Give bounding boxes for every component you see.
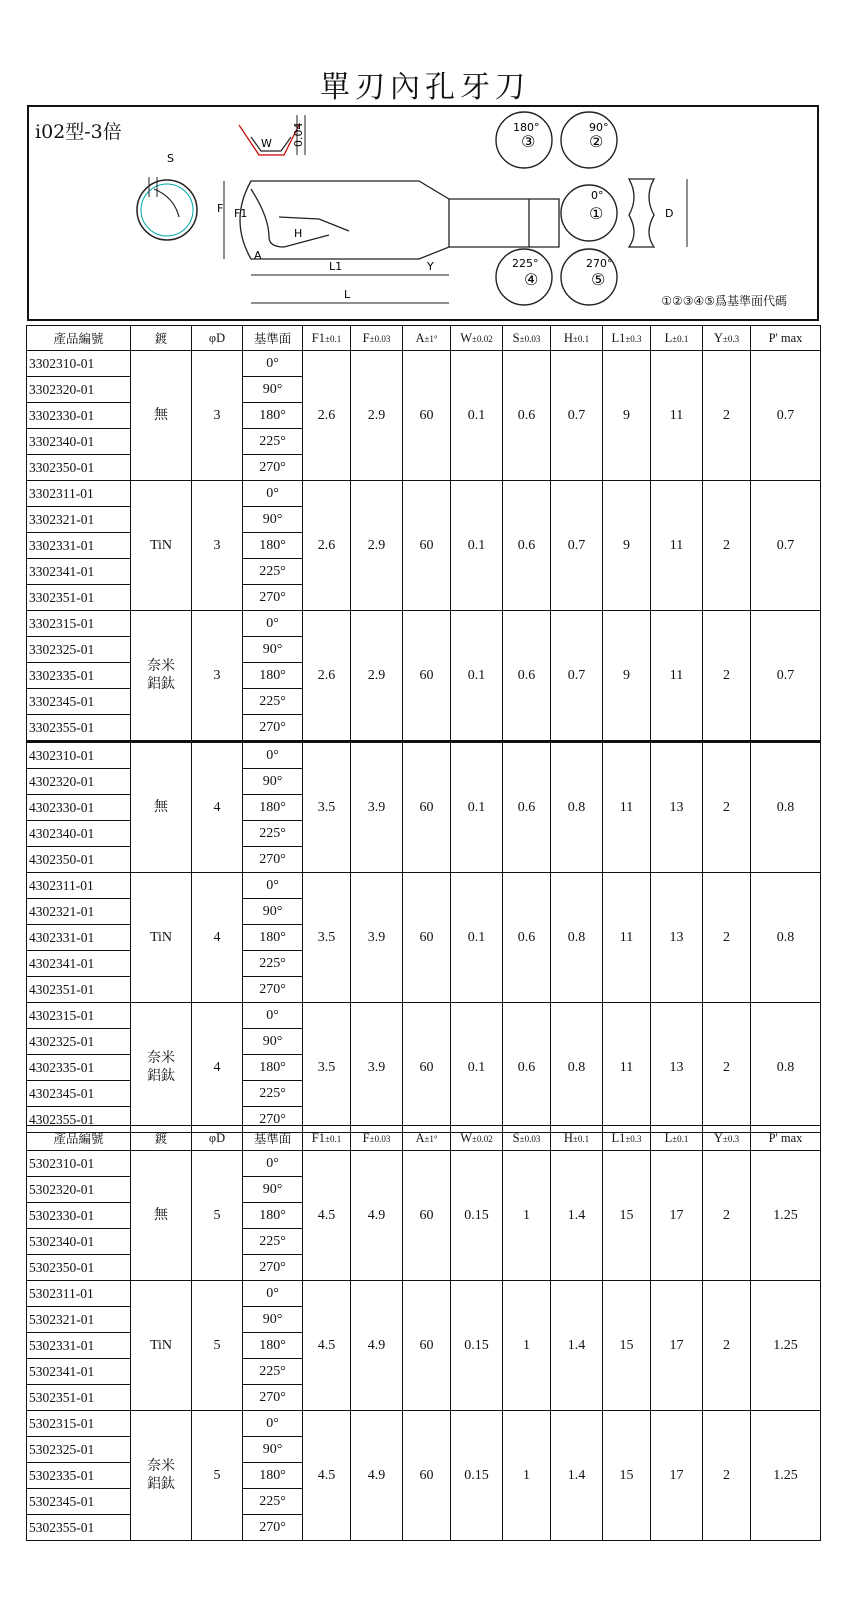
product-code: 3302311-01 xyxy=(27,481,131,507)
orientation-circle-1 xyxy=(561,185,617,241)
column-header: S±0.03 xyxy=(503,1126,551,1151)
spec-l-cell: 13 xyxy=(651,873,703,1003)
spec-y-cell: 2 xyxy=(703,1151,751,1281)
reference-face-cell: 225° xyxy=(243,1359,303,1385)
coating-cell: 奈米 鋁鈦 xyxy=(131,1003,192,1133)
spec-l1-cell: 15 xyxy=(603,1281,651,1411)
header-row xyxy=(27,1126,821,1151)
tool-drawing xyxy=(29,107,821,323)
spec-f-cell: 3.9 xyxy=(351,742,403,873)
product-code: 4302335-01 xyxy=(27,1055,131,1081)
table-row xyxy=(27,1151,821,1177)
reference-face-cell: 0° xyxy=(243,742,303,769)
product-code: 3302350-01 xyxy=(27,455,131,481)
spec-l1-cell: 15 xyxy=(603,1151,651,1281)
spec-w-cell: 0.15 xyxy=(451,1411,503,1541)
reference-face-cell: 225° xyxy=(243,559,303,585)
column-header: L±0.1 xyxy=(651,326,703,351)
spec-f-cell: 4.9 xyxy=(351,1281,403,1411)
spec-f-cell: 4.9 xyxy=(351,1411,403,1541)
product-code: 3302315-01 xyxy=(27,611,131,637)
spec-w-cell: 0.1 xyxy=(451,1003,503,1133)
product-code: 4302351-01 xyxy=(27,977,131,1003)
spec-l-cell: 13 xyxy=(651,742,703,873)
spec-l-cell: 11 xyxy=(651,351,703,481)
reference-face-cell: 225° xyxy=(243,821,303,847)
spec-l-cell: 11 xyxy=(651,611,703,742)
reference-face-cell: 180° xyxy=(243,925,303,951)
column-header: F1±0.1 xyxy=(303,326,351,351)
spec-s-cell: 0.6 xyxy=(503,1003,551,1133)
product-code: 4302355-01 xyxy=(27,1107,131,1133)
spec-a-cell: 60 xyxy=(403,351,451,481)
product-code: 5302350-01 xyxy=(27,1255,131,1281)
reference-face-cell: 180° xyxy=(243,1463,303,1489)
column-header: H±0.1 xyxy=(551,326,603,351)
spec-a-cell: 60 xyxy=(403,1003,451,1133)
product-code: 5302315-01 xyxy=(27,1411,131,1437)
reference-face-cell: 90° xyxy=(243,637,303,663)
spec-w-cell: 0.1 xyxy=(451,481,503,611)
spec-l-cell: 11 xyxy=(651,481,703,611)
reference-face-cell: 225° xyxy=(243,689,303,715)
column-header: F±0.03 xyxy=(351,1126,403,1151)
spec-l1-cell: 11 xyxy=(603,742,651,873)
reference-face-cell: 225° xyxy=(243,1229,303,1255)
spec-h-cell: 0.8 xyxy=(551,742,603,873)
table-row xyxy=(27,1003,821,1029)
product-code: 4302345-01 xyxy=(27,1081,131,1107)
spec-p-cell: 0.7 xyxy=(751,351,821,481)
reference-face-cell: 180° xyxy=(243,403,303,429)
reference-face-cell: 225° xyxy=(243,429,303,455)
column-header: P' max xyxy=(751,1126,821,1151)
label-f1: F1 xyxy=(234,207,248,220)
spec-s-cell: 1 xyxy=(503,1411,551,1541)
product-code: 3302345-01 xyxy=(27,689,131,715)
product-code: 3302325-01 xyxy=(27,637,131,663)
spec-p-cell: 0.8 xyxy=(751,873,821,1003)
product-code: 5302335-01 xyxy=(27,1463,131,1489)
reference-face-cell: 270° xyxy=(243,1515,303,1541)
reference-face-cell: 180° xyxy=(243,1333,303,1359)
spec-h-cell: 0.7 xyxy=(551,481,603,611)
product-code: 4302310-01 xyxy=(27,742,131,769)
column-header: Y±0.3 xyxy=(703,326,751,351)
column-header: H±0.1 xyxy=(551,1126,603,1151)
spec-a-cell: 60 xyxy=(403,611,451,742)
page-title: 單刃內孔牙刀 xyxy=(320,70,530,105)
column-header: P' max xyxy=(751,326,821,351)
diameter-cell: 3 xyxy=(192,351,243,481)
column-header: φD xyxy=(192,1126,243,1151)
spec-w-cell: 0.15 xyxy=(451,1151,503,1281)
svg-text:⑤: ⑤ xyxy=(591,270,606,289)
spec-l1-cell: 9 xyxy=(603,481,651,611)
reference-face-cell: 90° xyxy=(243,899,303,925)
product-code: 3302335-01 xyxy=(27,663,131,689)
spec-l1-cell: 11 xyxy=(603,873,651,1003)
diameter-cell: 3 xyxy=(192,611,243,742)
coating-cell: TiN xyxy=(131,481,192,611)
table-row xyxy=(27,742,821,769)
coating-cell: 奈米 鋁鈦 xyxy=(131,1411,192,1541)
product-code: 5302320-01 xyxy=(27,1177,131,1203)
spec-f1-cell: 4.5 xyxy=(303,1411,351,1541)
reference-face-cell: 90° xyxy=(243,769,303,795)
product-code: 5302340-01 xyxy=(27,1229,131,1255)
spec-f1-cell: 4.5 xyxy=(303,1151,351,1281)
product-code: 4302331-01 xyxy=(27,925,131,951)
spec-f1-cell: 3.5 xyxy=(303,873,351,1003)
svg-text:②: ② xyxy=(589,132,604,151)
reference-face-cell: 180° xyxy=(243,663,303,689)
spec-s-cell: 1 xyxy=(503,1281,551,1411)
reference-face-cell: 225° xyxy=(243,1489,303,1515)
spec-y-cell: 2 xyxy=(703,1281,751,1411)
spec-h-cell: 0.8 xyxy=(551,1003,603,1133)
spec-s-cell: 0.6 xyxy=(503,351,551,481)
reference-face-cell: 270° xyxy=(243,1255,303,1281)
spec-l-cell: 17 xyxy=(651,1281,703,1411)
diameter-cell: 5 xyxy=(192,1411,243,1541)
reference-face-cell: 180° xyxy=(243,533,303,559)
spec-a-cell: 60 xyxy=(403,1281,451,1411)
product-code: 4302341-01 xyxy=(27,951,131,977)
reference-face-cell: 270° xyxy=(243,1107,303,1133)
table-row xyxy=(27,1281,821,1307)
spec-l-cell: 17 xyxy=(651,1151,703,1281)
product-code: 4302311-01 xyxy=(27,873,131,899)
spec-y-cell: 2 xyxy=(703,1003,751,1133)
reference-face-cell: 270° xyxy=(243,1385,303,1411)
reference-face-cell: 90° xyxy=(243,377,303,403)
product-code: 3302351-01 xyxy=(27,585,131,611)
spec-f1-cell: 2.6 xyxy=(303,481,351,611)
product-code: 3302355-01 xyxy=(27,715,131,742)
reference-face-cell: 0° xyxy=(243,481,303,507)
spec-w-cell: 0.15 xyxy=(451,1281,503,1411)
reference-face-cell: 180° xyxy=(243,795,303,821)
spec-y-cell: 2 xyxy=(703,351,751,481)
svg-text:180°: 180° xyxy=(513,121,540,134)
column-header: 鍍 xyxy=(131,326,192,351)
spec-f-cell: 2.9 xyxy=(351,611,403,742)
spec-h-cell: 1.4 xyxy=(551,1411,603,1541)
column-header: 基準面 xyxy=(243,326,303,351)
column-header: L±0.1 xyxy=(651,1126,703,1151)
spec-y-cell: 2 xyxy=(703,611,751,742)
reference-face-cell: 90° xyxy=(243,1307,303,1333)
spec-f1-cell: 2.6 xyxy=(303,611,351,742)
label-l: L xyxy=(344,288,351,301)
spec-f-cell: 3.9 xyxy=(351,873,403,1003)
spec-y-cell: 2 xyxy=(703,873,751,1003)
spec-h-cell: 0.8 xyxy=(551,873,603,1003)
product-code: 3302340-01 xyxy=(27,429,131,455)
table-row xyxy=(27,611,821,637)
column-header: 產品編號 xyxy=(27,1126,131,1151)
spec-s-cell: 1 xyxy=(503,1151,551,1281)
product-code: 3302330-01 xyxy=(27,403,131,429)
svg-text:③: ③ xyxy=(521,132,536,151)
column-header: W±0.02 xyxy=(451,1126,503,1151)
spec-f1-cell: 2.6 xyxy=(303,351,351,481)
column-header: A±1° xyxy=(403,326,451,351)
product-code: 5302345-01 xyxy=(27,1489,131,1515)
product-code: 5302341-01 xyxy=(27,1359,131,1385)
label-s: S xyxy=(167,152,174,165)
tool-body xyxy=(240,181,559,259)
product-code: 4302330-01 xyxy=(27,795,131,821)
column-header: 基準面 xyxy=(243,1126,303,1151)
reference-face-cell: 270° xyxy=(243,715,303,742)
reference-face-cell: 0° xyxy=(243,1151,303,1177)
column-header: S±0.03 xyxy=(503,326,551,351)
spec-f1-cell: 3.5 xyxy=(303,1003,351,1133)
spec-l1-cell: 11 xyxy=(603,1003,651,1133)
spec-p-cell: 1.25 xyxy=(751,1281,821,1411)
product-code: 4302321-01 xyxy=(27,899,131,925)
orientation-note: ①②③④⑤爲基準面代碼 xyxy=(661,294,787,308)
spec-f1-cell: 3.5 xyxy=(303,742,351,873)
column-header: 產品編號 xyxy=(27,326,131,351)
column-header: Y±0.3 xyxy=(703,1126,751,1151)
svg-text:225°: 225° xyxy=(512,257,539,270)
spec-a-cell: 60 xyxy=(403,873,451,1003)
reference-face-cell: 90° xyxy=(243,1177,303,1203)
spec-p-cell: 0.8 xyxy=(751,1003,821,1133)
spec-p-cell: 1.25 xyxy=(751,1151,821,1281)
product-code: 3302331-01 xyxy=(27,533,131,559)
product-code: 4302350-01 xyxy=(27,847,131,873)
spec-h-cell: 1.4 xyxy=(551,1281,603,1411)
spec-l1-cell: 9 xyxy=(603,351,651,481)
orientation-circle-2 xyxy=(561,112,617,168)
reference-face-cell: 90° xyxy=(243,1437,303,1463)
spec-h-cell: 0.7 xyxy=(551,351,603,481)
product-code: 5302311-01 xyxy=(27,1281,131,1307)
column-header: F±0.03 xyxy=(351,326,403,351)
svg-text:90°: 90° xyxy=(589,121,609,134)
svg-text:0°: 0° xyxy=(591,189,604,202)
coating-cell: 無 xyxy=(131,742,192,873)
svg-text:270°: 270° xyxy=(586,257,613,270)
reference-face-cell: 90° xyxy=(243,507,303,533)
spec-s-cell: 0.6 xyxy=(503,873,551,1003)
column-header: A±1° xyxy=(403,1126,451,1151)
product-code: 5302330-01 xyxy=(27,1203,131,1229)
column-header: φD xyxy=(192,326,243,351)
product-code: 3302310-01 xyxy=(27,351,131,377)
spec-s-cell: 0.6 xyxy=(503,611,551,742)
spec-l-cell: 13 xyxy=(651,1003,703,1133)
label-h: H xyxy=(294,227,303,240)
spec-l1-cell: 15 xyxy=(603,1411,651,1541)
spec-h-cell: 0.7 xyxy=(551,611,603,742)
spec-y-cell: 2 xyxy=(703,1411,751,1541)
product-code: 4302325-01 xyxy=(27,1029,131,1055)
spec-f-cell: 2.9 xyxy=(351,351,403,481)
table-row xyxy=(27,873,821,899)
label-d: D xyxy=(665,207,674,220)
product-code: 3302321-01 xyxy=(27,507,131,533)
reference-face-cell: 180° xyxy=(243,1203,303,1229)
spec-f-cell: 4.9 xyxy=(351,1151,403,1281)
column-header: F1±0.1 xyxy=(303,1126,351,1151)
reference-face-cell: 0° xyxy=(243,1003,303,1029)
orientation-circle-4 xyxy=(496,249,552,305)
spec-w-cell: 0.1 xyxy=(451,873,503,1003)
label-f: F xyxy=(217,202,224,215)
reference-face-cell: 0° xyxy=(243,351,303,377)
label-y: Y xyxy=(427,260,434,273)
column-header: L1±0.3 xyxy=(603,1126,651,1151)
tool-diagram xyxy=(27,105,819,321)
coating-cell: 奈米 鋁鈦 xyxy=(131,611,192,742)
diameter-cell: 3 xyxy=(192,481,243,611)
product-code: 5302351-01 xyxy=(27,1385,131,1411)
reference-face-cell: 0° xyxy=(243,1281,303,1307)
model-label: i02型-3倍 xyxy=(35,121,122,143)
spec-p-cell: 0.8 xyxy=(751,742,821,873)
svg-text:①: ① xyxy=(589,204,604,223)
reference-face-cell: 0° xyxy=(243,611,303,637)
product-code: 4302315-01 xyxy=(27,1003,131,1029)
spec-p-cell: 0.7 xyxy=(751,481,821,611)
spec-s-cell: 0.6 xyxy=(503,742,551,873)
spec-w-cell: 0.1 xyxy=(451,742,503,873)
product-code: 5302321-01 xyxy=(27,1307,131,1333)
spec-table-2 xyxy=(26,1125,821,1541)
table-row xyxy=(27,481,821,507)
coating-cell: 無 xyxy=(131,1151,192,1281)
diameter-cell: 5 xyxy=(192,1151,243,1281)
diameter-cell: 4 xyxy=(192,742,243,873)
label-a: A xyxy=(254,249,262,262)
spec-a-cell: 60 xyxy=(403,1151,451,1281)
column-header: W±0.02 xyxy=(451,326,503,351)
product-code: 5302331-01 xyxy=(27,1333,131,1359)
spec-f-cell: 2.9 xyxy=(351,481,403,611)
reference-face-cell: 0° xyxy=(243,1411,303,1437)
end-view-circle xyxy=(137,177,197,240)
reference-face-cell: 270° xyxy=(243,455,303,481)
table-row xyxy=(27,351,821,377)
diameter-cell: 4 xyxy=(192,1003,243,1133)
spec-a-cell: 60 xyxy=(403,481,451,611)
product-code: 5302310-01 xyxy=(27,1151,131,1177)
column-header: 鍍 xyxy=(131,1126,192,1151)
spec-a-cell: 60 xyxy=(403,742,451,873)
product-code: 3302341-01 xyxy=(27,559,131,585)
product-code: 5302355-01 xyxy=(27,1515,131,1541)
product-code: 3302320-01 xyxy=(27,377,131,403)
coating-cell: 無 xyxy=(131,351,192,481)
diameter-cell: 5 xyxy=(192,1281,243,1411)
spec-s-cell: 0.6 xyxy=(503,481,551,611)
reference-face-cell: 0° xyxy=(243,873,303,899)
svg-text:④: ④ xyxy=(524,270,539,289)
reference-face-cell: 270° xyxy=(243,585,303,611)
spec-p-cell: 1.25 xyxy=(751,1411,821,1541)
product-code: 5302325-01 xyxy=(27,1437,131,1463)
header-row xyxy=(27,326,821,351)
label-tol: 0.04 xyxy=(292,122,305,147)
reference-face-cell: 225° xyxy=(243,951,303,977)
reference-face-cell: 90° xyxy=(243,1029,303,1055)
spec-y-cell: 2 xyxy=(703,481,751,611)
spec-y-cell: 2 xyxy=(703,742,751,873)
orientation-circle-3 xyxy=(496,112,552,168)
column-header: L1±0.3 xyxy=(603,326,651,351)
reference-face-cell: 270° xyxy=(243,847,303,873)
reference-face-cell: 270° xyxy=(243,977,303,1003)
table-row xyxy=(27,1411,821,1437)
spec-l-cell: 17 xyxy=(651,1411,703,1541)
spec-f1-cell: 4.5 xyxy=(303,1281,351,1411)
spec-w-cell: 0.1 xyxy=(451,351,503,481)
spec-table-1 xyxy=(26,325,821,1133)
spec-h-cell: 1.4 xyxy=(551,1151,603,1281)
product-code: 4302340-01 xyxy=(27,821,131,847)
coating-cell: TiN xyxy=(131,1281,192,1411)
coating-cell: TiN xyxy=(131,873,192,1003)
spec-f-cell: 3.9 xyxy=(351,1003,403,1133)
spec-l1-cell: 9 xyxy=(603,611,651,742)
d-profile xyxy=(629,179,654,247)
product-code: 4302320-01 xyxy=(27,769,131,795)
reference-face-cell: 180° xyxy=(243,1055,303,1081)
diameter-cell: 4 xyxy=(192,873,243,1003)
spec-p-cell: 0.7 xyxy=(751,611,821,742)
label-w: W xyxy=(261,137,272,150)
label-l1: L1 xyxy=(329,260,343,273)
reference-face-cell: 225° xyxy=(243,1081,303,1107)
spec-w-cell: 0.1 xyxy=(451,611,503,742)
orientation-circle-5 xyxy=(561,249,617,305)
spec-a-cell: 60 xyxy=(403,1411,451,1541)
